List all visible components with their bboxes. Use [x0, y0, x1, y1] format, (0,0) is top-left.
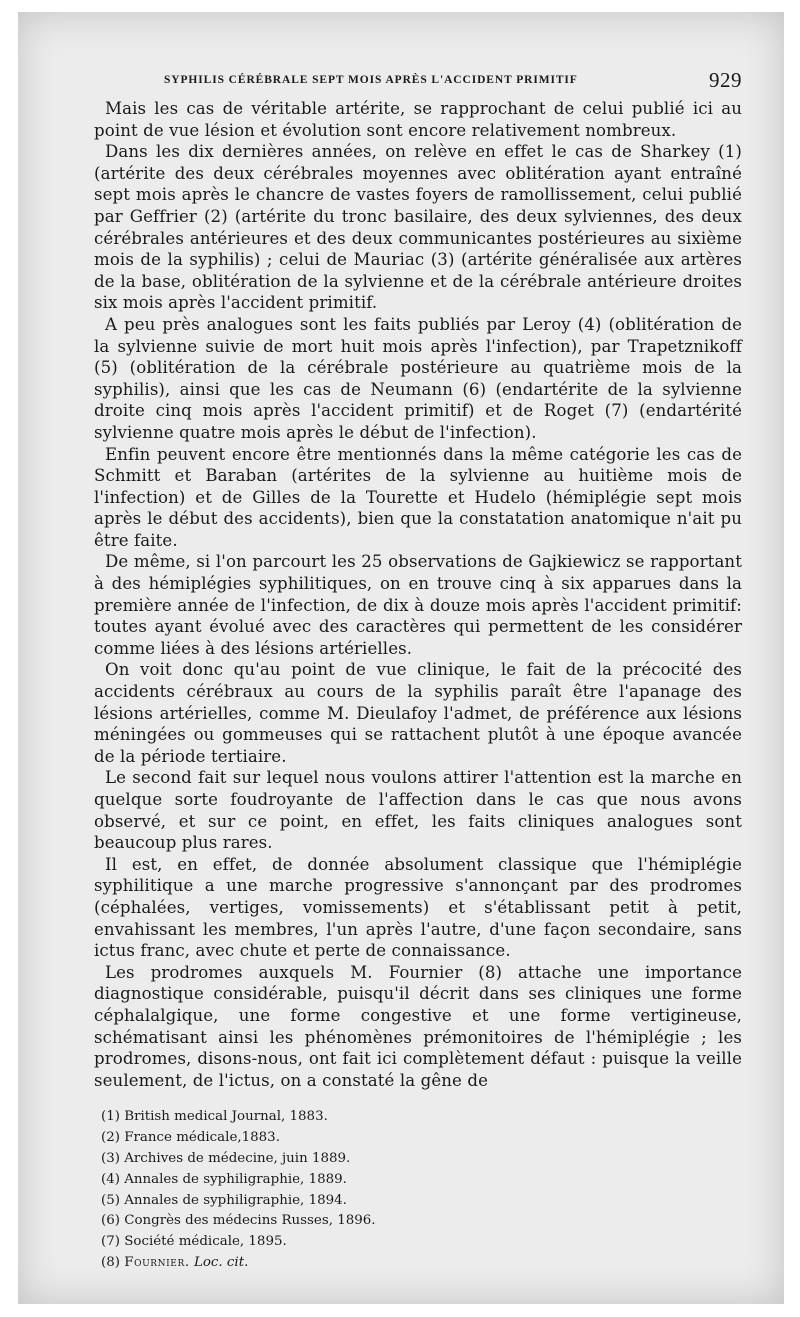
paragraph: A peu près analogues sont les faits publiés par Leroy (4) (oblitération de la sylvienne suivie de mort huit mois après l'infection), par Trapetznikoff (5) (oblitération de la cérébrale postérieure au quatrième mois de la syphilis), ainsi que les cas de Neumann (6) (endartérite de la sylvienne droite cinq mois après l'accident primitif) et de Roget (7) (endartérité sylvienne quatre mois après le début de l'infection).: [94, 314, 742, 442]
scanned-page: [18, 12, 784, 1304]
footnote: (3) Archives de médecine, juin 1889.: [101, 1150, 351, 1166]
paragraph: On voit donc qu'au point de vue clinique, le fait de la précocité des accidents cérébraux au cours de la syphilis paraît être l'apanage des lésions artérielles, comme M. Dieulafoy l'admet, de préférence aux lésions méningées ou gommeuses qui se rattachent plutôt à une époque avancée de la période tertiaire.: [94, 660, 742, 766]
footnote: (7) Société médicale, 1895.: [101, 1234, 287, 1250]
footnotes: [101, 1107, 742, 1273]
paragraph: Mais les cas de véritable artérite, se rapprochant de celui publié ici au point de vue lésion et évolution sont encore relativement nombreux.: [94, 99, 742, 140]
paragraph: Le second fait sur lequel nous voulons attirer l'attention est la marche en quelque sorte foudroyante de l'affection dans le cas que nous avons observé, et sur ce point, en effet, les faits cliniques analogues sont beaucoup plus rares.: [94, 768, 742, 853]
footnote: (6) Congrès des médecins Russes, 1896.: [101, 1213, 376, 1229]
running-title: SYPHILIS CÉRÉBRALE SEPT MOIS APRÈS L'ACCIDENT PRIMITIF: [164, 74, 578, 86]
page-content: [94, 68, 742, 1274]
footnote-number: (8): [101, 1254, 120, 1270]
footnote: (4) Annales de syphiligraphie, 1889.: [101, 1171, 347, 1187]
paragraph: Dans les dix dernières années, on relève en effet le cas de Sharkey (1) (artérite des deux cérébrales moyennes avec oblitération ayant entraîné sept mois après le chancre de vastes foyers de ramollissement, celui publié par Geffrier (2) (artérite du tronc basilaire, des deux sylviennes, des deux cérébrales antérieures et des deux communicantes postérieures au sixième mois de la syphilis) ; celui de Mauriac (3) (artérite généralisée aux artères de la base, oblitération de la sylvienne et de la cérébrale antérieure droites six mois après l'accident primitif.: [94, 142, 742, 313]
footnote-8: [101, 1253, 742, 1274]
paragraph: De même, si l'on parcourt les 25 observations de Gajkiewicz se rapportant à des hémiplégies syphilitiques, on en trouve cinq à six apparues dans la première année de l'infection, de dix à douze mois après l'accident primitif: toutes ayant évolué avec des caractères qui permettent de les considérer comme liées à des lésions artérielles.: [94, 552, 742, 658]
page-number: 929: [709, 68, 742, 92]
footnote-reference: Loc. cit.: [193, 1254, 249, 1270]
footnote: (5) Annales de syphiligraphie, 1894.: [101, 1192, 347, 1208]
paragraph: Les prodromes auxquels M. Fournier (8) attache une importance diagnostique considérable, puisqu'il décrit dans ses cliniques une forme céphalalgique, une forme congestive et une forme vertigineuse, schématisant ainsi les phénomènes prémonitoires de l'hémiplégie ; les prodromes, disons-nous, ont fait ici complètement défaut : puisque la veille seulement, de l'ictus, on a constaté la gêne de: [94, 962, 742, 1090]
running-header: [94, 68, 742, 98]
body-text: [94, 98, 742, 1091]
footnote-author: Fournier.: [124, 1254, 190, 1270]
footnote: (1) British medical Journal, 1883.: [101, 1109, 328, 1125]
paragraph: Enfin peuvent encore être mentionnés dans la même catégorie les cas de Schmitt et Baraban (artérites de la sylvienne au huitième mois de l'infection) et de Gilles de la Tourette et Hudelo (hémiplégie sept mois après le début des accidents), bien que la constatation anatomique n'ait pu être faite.: [94, 444, 742, 550]
paragraph: Il est, en effet, de donnée absolument classique que l'hémiplégie syphilitique a une marche progressive s'annonçant par des prodromes (céphalées, vertiges, vomissements) et s'établissant petit à petit, envahissant les membres, l'un après l'autre, d'une façon secondaire, sans ictus franc, avec chute et perte de connaissance.: [94, 854, 742, 961]
footnote: (2) France médicale,1883.: [101, 1130, 280, 1146]
